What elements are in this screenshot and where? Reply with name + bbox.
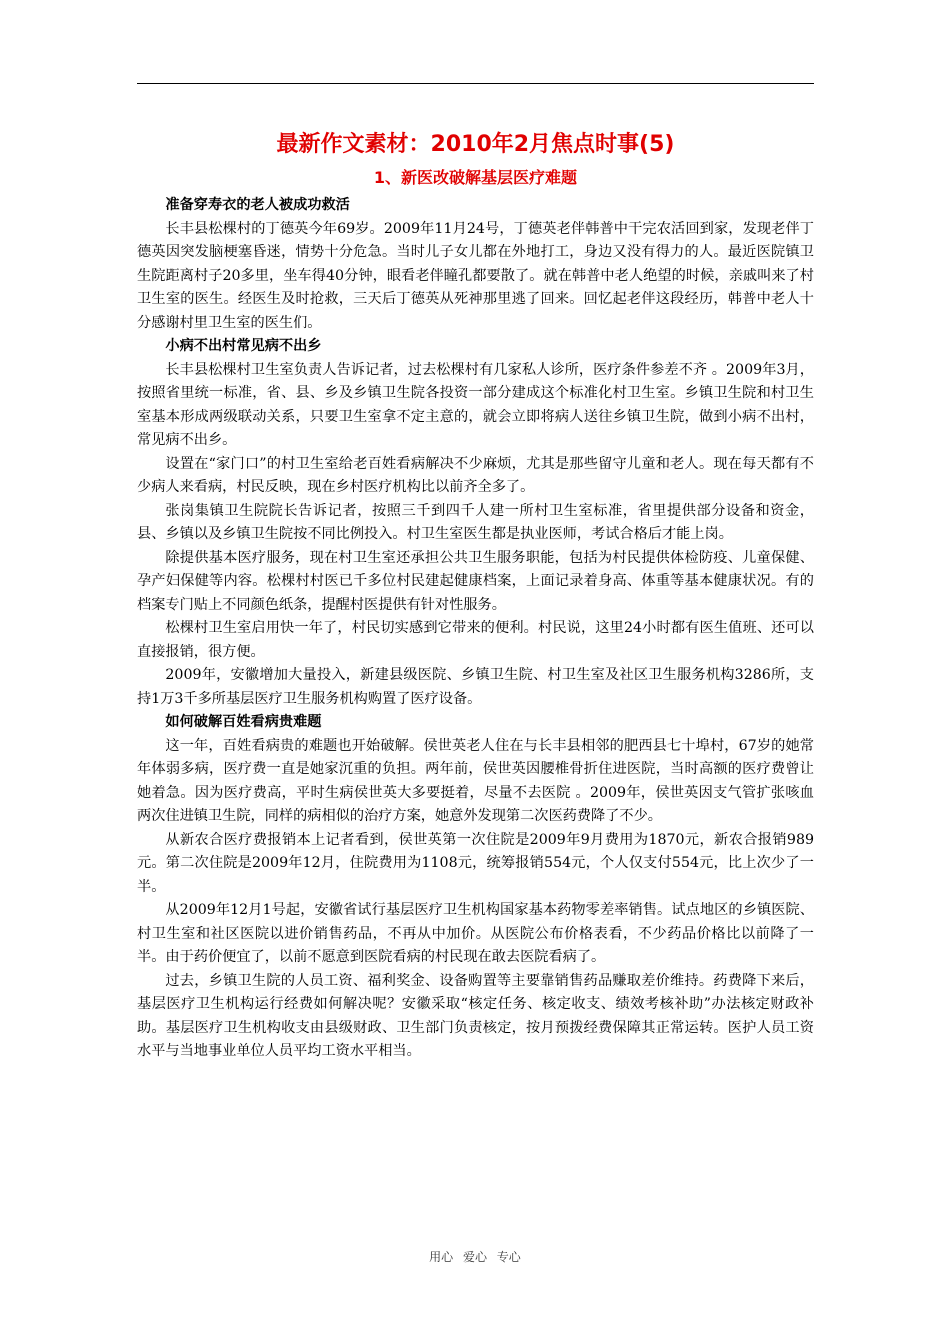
paragraph: 这一年，百姓看病贵的难题也开始破解。侯世英老人住在与长丰县相邻的肥西县七十埠村，67岁的她常年体弱多病，医疗费一直是她家沉重的负担。两年前，侯世英因腰椎骨折住进医院，当时高额的医疗费曾让她着急。因为医疗费高，平时生病侯世英大多要挺着，尽量不去医院 。2009年，侯世英因支气管扩张咳血两次住进镇卫生院，同样的病相似的治疗方案，她意外发现第二次医药费降了不少。 — [137, 737, 814, 824]
section-heading-cost: 如何破解百姓看病贵难题 — [165, 714, 322, 730]
paragraph: 过去，乡镇卫生院的人员工资、福利奖金、设备购置等主要靠销售药品赚取差价维持。药费降下来后，基层医疗卫生机构运行经费如何解决呢？安徽采取“核定任务、核定收支、绩效考核补助”办法核定财政补助。基层医疗卫生机构收支由县级财政、卫生部门负责核定，按月预拨经费保障其正常运转。医护人员工资水平与当地事业单位人员平均工资水平相当。 — [137, 972, 814, 1059]
paragraph: 除提供基本医疗服务，现在村卫生室还承担公共卫生服务职能，包括为村民提供体检防疫、儿童保健、孕产妇保健等内容。松棵村村医已千多位村民建起健康档案，上面记录着身高、体重等基本健康状况。有的档案专门贴上不同颜色纸条，提醒村医提供有针对性服务。 — [137, 549, 814, 613]
article-subtitle: 1、新医改破解基层医疗难题 — [373, 168, 578, 187]
paragraph: 长丰县松棵村卫生室负责人告诉记者，过去松棵村有几家私人诊所，医疗条件参差不齐 。2009年3月，按照省里统一标准，省、县、乡及乡镇卫生院各投资一部分建成这个标准化村卫生室。乡镇卫生院和村卫生室基本形成两级联动关系，只要卫生室拿不定主意的，就会立即将病人送往乡镇卫生院，做到小病不出村，常见病不出乡。 — [137, 361, 814, 448]
page-footer: 用心 爱心 专心 — [429, 1250, 521, 1264]
paragraph: 从新农合医疗费报销本上记者看到，侯世英第一次住院是2009年9月费用为1870元，新农合报销989元。第二次住院是2009年12月，住院费用为1108元，统筹报销554元，个人仅支付554元，比上次少了一半。 — [137, 831, 814, 895]
section-heading-rescue: 准备穿寿衣的老人被成功救活 — [165, 197, 350, 213]
paragraph: 张岗集镇卫生院院长告诉记者，按照三千到四千人建一所村卫生室标准，省里提供部分设备和资金，县、乡镇以及乡镇卫生院按不同比例投入。村卫生室医生都是执业医师，考试合格后才能上岗。 — [137, 502, 814, 542]
article-body — [137, 128, 814, 1064]
page-title: 最新作文素材：2010年2月焦点时事(5) — [276, 132, 675, 157]
paragraph: 长丰县松棵村的丁德英今年69岁。2009年11月24号，丁德英老伴韩普中干完农活回到家，发现老伴丁德英因突发脑梗塞昏迷，情势十分危急。当时儿子女儿都在外地打工，身边又没有得力的人。最近医院镇卫生院距离村子20多里，坐车得40分钟，眼看老伴瞳孔都要散了。就在韩普中老人绝望的时候，亲戚叫来了村卫生室的医生。经医生及时抢救，三天后丁德英从死神那里逃了回来。回忆起老伴这段经历，韩普中老人十分感谢村里卫生室的医生们。 — [137, 220, 814, 331]
paragraph: 松棵村卫生室启用快一年了，村民切实感到它带来的便利。村民说，这里24小时都有医生值班、还可以直接报销，很方便。 — [137, 620, 814, 660]
paragraph: 2009年，安徽增加大量投入，新建县级医院、乡镇卫生院、村卫生室及社区卫生服务机构3286所，支持1万3千多所基层医疗卫生服务机构购置了医疗设备。 — [137, 667, 814, 707]
section-heading-village-clinic: 小病不出村常见病不出乡 — [165, 338, 322, 354]
paragraph: 从2009年12月1号起，安徽省试行基层医疗卫生机构国家基本药物零差率销售。试点地区的乡镇医院、村卫生室和社区医院以进价销售药品，不再从中加价。从医院公布价格表看，不少药品价格比以前降了一半。由于药价便宜了，以前不愿意到医院看病的村民现在敢去医院看病了。 — [137, 902, 814, 965]
header-rule — [137, 83, 814, 84]
paragraph: 设置在“家门口”的村卫生室给老百姓看病解决不少麻烦，尤其是那些留守儿童和老人。现在每天都有不少病人来看病，村民反映，现在乡村医疗机构比以前齐全多了。 — [137, 455, 814, 495]
